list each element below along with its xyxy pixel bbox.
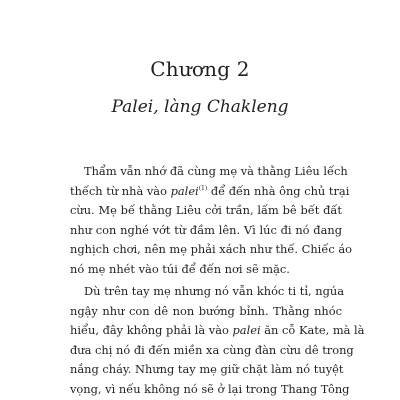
paragraph — [70, 282, 365, 399]
text-run: để đến nhà ông chủ trại — [207, 183, 350, 198]
text-run: nắng cháy. Nhưng tay mẹ giữ chặt làm nó tuyệt — [70, 362, 344, 376]
text-line — [70, 182, 350, 202]
text-run: như con nghé vớt từ đầm lên. Vì lúc đi nó đang — [70, 222, 342, 237]
text-line — [70, 380, 350, 400]
text-run: Dù trên tay mẹ nhưng nó vẫn khóc ti tỉ, ngúa — [84, 284, 344, 298]
text-run: hiểu, đây không phải là vào — [70, 323, 233, 337]
text-line — [70, 321, 365, 341]
chapter-body — [70, 162, 365, 399]
text-run: đưa chị nó đi đến miền xa cùng đàn cừu dê trong — [70, 342, 354, 357]
text-line — [70, 260, 342, 280]
text-run: ngậy như con dê non bướng bỉnh. Thằng nhóc — [70, 303, 342, 318]
text-line — [70, 302, 342, 322]
text-run: ăn cỗ Kate, mà là — [260, 323, 365, 337]
text-run: cừu. Mẹ bế thằng Liêu cởi trần, lấm bê bết đất — [70, 203, 342, 217]
text-run: nghịch chơi, nên mẹ phải xách như thế. Chiếc áo — [70, 242, 352, 256]
text-run: vọng, vì nếu không nó sẽ ở lại trong Thang Tông — [70, 381, 350, 396]
text-line — [70, 240, 352, 260]
text-line — [70, 360, 342, 380]
text-line — [70, 221, 342, 241]
italic-term: palei — [170, 183, 199, 198]
paragraph — [70, 162, 352, 279]
footnote-marker: (1) — [198, 184, 208, 192]
text-line — [70, 282, 342, 302]
chapter-subtitle: Palei, làng Chakleng — [111, 97, 289, 117]
chapter-title: Chương 2 — [150, 57, 250, 81]
text-line — [70, 341, 354, 361]
text-line — [70, 201, 342, 221]
text-run: thếch từ nhà vào — [70, 183, 171, 198]
italic-term: palei — [232, 323, 261, 337]
text-run: Thẩm vẫn nhớ đã cùng mẹ và thằng Liêu lếch — [84, 164, 348, 178]
text-line — [70, 162, 348, 182]
text-run: nó mẹ nhét vào túi để đến nơi sẽ mặc. — [70, 261, 290, 276]
